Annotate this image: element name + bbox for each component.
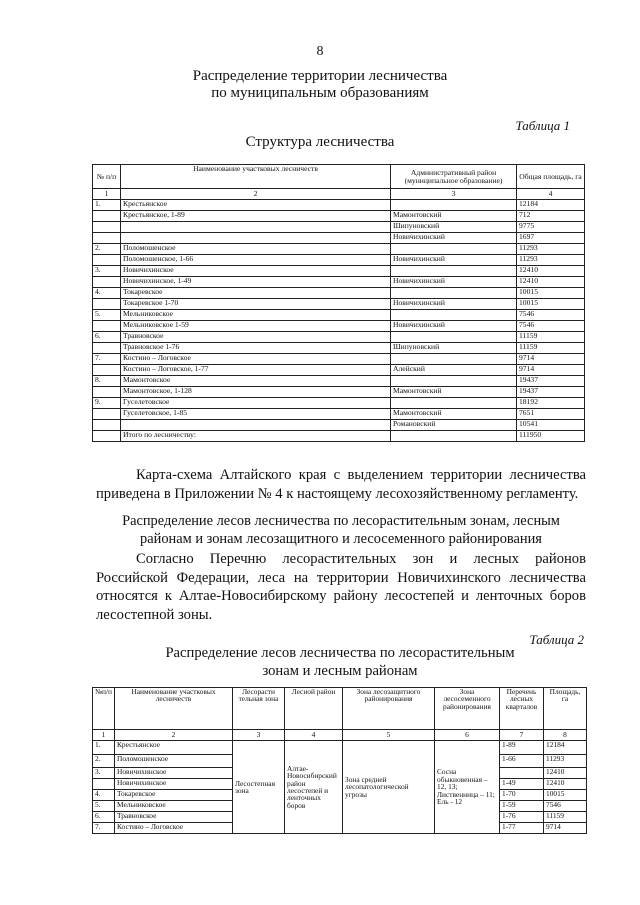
- row-area: 11159: [517, 332, 585, 343]
- col-header-number: №п/п: [93, 688, 115, 730]
- table-row: [93, 365, 585, 376]
- row-name: Травновское: [121, 332, 391, 343]
- district-cell: Алтае-Новосибирский район лесостепей и ленточных боров: [285, 741, 343, 834]
- row-area: 10015: [517, 288, 585, 299]
- col-number: 3: [391, 189, 517, 200]
- column-numbers-row: [93, 730, 587, 741]
- row-district: Новичихинский: [391, 277, 517, 288]
- row-district: [391, 288, 517, 299]
- protection-zone-cell: Зона средней лесопатологической угрозы: [343, 741, 435, 834]
- col-number: 3: [233, 730, 285, 741]
- row-area: 11293: [544, 755, 587, 768]
- row-quarters: 1-70: [500, 790, 544, 801]
- row-area: 7546: [544, 801, 587, 812]
- row-district: Шипуновский: [391, 343, 517, 354]
- row-number: [93, 420, 121, 431]
- row-number: [93, 431, 121, 442]
- row-number: [93, 365, 121, 376]
- table2-label: Таблица 2: [529, 632, 584, 647]
- page-heading: [0, 68, 640, 102]
- row-district: [391, 244, 517, 255]
- row-area: 7546: [517, 310, 585, 321]
- row-district: Мамонтовский: [391, 387, 517, 398]
- row-name: [121, 222, 391, 233]
- col-number: 8: [544, 730, 587, 741]
- row-district: [391, 354, 517, 365]
- row-number: 4.: [93, 288, 121, 299]
- row-area: 10541: [517, 420, 585, 431]
- column-numbers-row: [93, 189, 585, 200]
- row-number: [93, 222, 121, 233]
- row-name: Новичихинское: [121, 266, 391, 277]
- row-quarters: 1-66: [500, 755, 544, 768]
- row-area: 19437: [517, 376, 585, 387]
- row-quarters: 1-49: [500, 779, 544, 790]
- row-number: [93, 779, 115, 790]
- row-number: 2.: [93, 244, 121, 255]
- row-name: Травновское 1-76: [121, 343, 391, 354]
- col-number: 7: [500, 730, 544, 741]
- row-number: 1.: [93, 741, 115, 755]
- col-number: 1: [93, 189, 121, 200]
- row-number: 8.: [93, 376, 121, 387]
- table-row: [93, 741, 587, 755]
- row-number: 5.: [93, 801, 115, 812]
- row-area: 1697: [517, 233, 585, 244]
- row-area: 9714: [544, 823, 587, 834]
- row-district: Новичихинский: [391, 321, 517, 332]
- page-heading-line-1: Распределение территории лесничества: [192, 68, 448, 84]
- table-row: [93, 310, 585, 321]
- row-number: [93, 277, 121, 288]
- table2-title-line-2: зонам и лесным районам: [262, 663, 418, 679]
- row-number: 2.: [93, 755, 115, 768]
- table-row: [93, 387, 585, 398]
- row-quarters: [500, 768, 544, 779]
- row-quarters: 1-59: [500, 801, 544, 812]
- row-name: Костино – Логовское: [115, 823, 233, 834]
- seed-zone-cell: Сосна обыкновенная – 12, 13; Лиственница – 11; Ель - 12: [435, 741, 500, 834]
- row-area: 12184: [517, 200, 585, 211]
- row-number: [93, 233, 121, 244]
- col-number: 1: [93, 730, 115, 741]
- page-heading-line-2: по муниципальным образованиям: [211, 85, 429, 101]
- col-header-protection: Зона лесозащитного районирования: [343, 688, 435, 730]
- table-row: [93, 354, 585, 365]
- row-number: 5.: [93, 310, 121, 321]
- row-name: Костино – Логовское, 1-77: [121, 365, 391, 376]
- table-row: [93, 321, 585, 332]
- table-row: [93, 288, 585, 299]
- row-name: Крестьянское: [115, 741, 233, 755]
- row-district: Алейский: [391, 365, 517, 376]
- row-area: 12410: [517, 266, 585, 277]
- row-number: 3.: [93, 768, 115, 779]
- table-row: [93, 376, 585, 387]
- table-row: [93, 299, 585, 310]
- row-number: [93, 255, 121, 266]
- row-name: Мельниковское: [121, 310, 391, 321]
- col-header-number: № п/п: [93, 165, 121, 189]
- table-row: [93, 233, 585, 244]
- zones-heading: [96, 512, 586, 548]
- row-name: Итого по лесничеству:: [121, 431, 391, 442]
- row-number: [93, 211, 121, 222]
- row-area: 12410: [544, 768, 587, 779]
- structure-table-header: [93, 165, 585, 200]
- row-name: [121, 233, 391, 244]
- col-header-name: Наименование участковых лесничеств: [115, 688, 233, 730]
- row-area: 9714: [517, 354, 585, 365]
- col-header-zone: Лесорасти тельная зона: [233, 688, 285, 730]
- zones-table-header: [93, 688, 587, 741]
- col-number: 5: [343, 730, 435, 741]
- col-header-seed: Зона лесосеменного районирования: [435, 688, 500, 730]
- row-area: 12184: [544, 741, 587, 755]
- row-number: 1.: [93, 200, 121, 211]
- table1-title: Структура лесничества: [245, 134, 395, 150]
- row-name: Крестьянское: [121, 200, 391, 211]
- row-area: 10015: [517, 299, 585, 310]
- row-district: Шипуновский: [391, 222, 517, 233]
- row-number: 7.: [93, 823, 115, 834]
- row-name: Мамонтовское: [121, 376, 391, 387]
- col-number: 2: [115, 730, 233, 741]
- structure-table: [92, 164, 585, 442]
- row-number: [93, 409, 121, 420]
- row-district: Мамонтовский: [391, 409, 517, 420]
- col-number: 4: [517, 189, 585, 200]
- row-name: Крестьянское, 1-89: [121, 211, 391, 222]
- row-name: Гуселетовское, 1-85: [121, 409, 391, 420]
- row-area: 11293: [517, 255, 585, 266]
- row-area: 19437: [517, 387, 585, 398]
- table-row: [93, 420, 585, 431]
- row-number: [93, 387, 121, 398]
- row-area: 111950: [517, 431, 585, 442]
- row-area: 7651: [517, 409, 585, 420]
- table-row: [93, 343, 585, 354]
- row-district: [391, 398, 517, 409]
- row-name: Поломошенское: [115, 755, 233, 768]
- structure-table-body: [93, 200, 585, 442]
- row-name: Гуселетовское: [121, 398, 391, 409]
- row-area: 12410: [517, 277, 585, 288]
- row-district: [391, 266, 517, 277]
- table-row: [93, 431, 585, 442]
- table-row: [93, 409, 585, 420]
- row-district: Новичихинский: [391, 255, 517, 266]
- table-row: [93, 222, 585, 233]
- row-name: [121, 420, 391, 431]
- row-number: [93, 299, 121, 310]
- zones-table-body: [93, 741, 587, 834]
- col-header-district: Лесной район: [285, 688, 343, 730]
- table-row: [93, 211, 585, 222]
- row-number: 6.: [93, 812, 115, 823]
- zone-cell: Лесостепная зона: [233, 741, 285, 834]
- col-header-quarters: Перечень лесных кварталов: [500, 688, 544, 730]
- row-name: Поломошенское, 1-66: [121, 255, 391, 266]
- col-header-area: Общая площадь, га: [517, 165, 585, 189]
- row-name: Новичихинское: [115, 768, 233, 779]
- table-row: [93, 200, 585, 211]
- row-area: 11159: [544, 812, 587, 823]
- row-name: Токаревское: [121, 288, 391, 299]
- zones-heading-line-1: Распределение лесов лесничества по лесорастительным зонам, лесным: [122, 513, 560, 529]
- table2-title-line-1: Распределение лесов лесничества по лесорастительным: [165, 645, 515, 661]
- row-area: 7546: [517, 321, 585, 332]
- row-number: 7.: [93, 354, 121, 365]
- row-district: [391, 310, 517, 321]
- row-district: Новичихинский: [391, 299, 517, 310]
- row-district: [391, 376, 517, 387]
- row-name: Мамонтовское, 1-128: [121, 387, 391, 398]
- row-name: Костино – Логовское: [121, 354, 391, 365]
- row-district: [391, 431, 517, 442]
- row-district: Новичихинский: [391, 233, 517, 244]
- row-name: Травновское: [115, 812, 233, 823]
- row-area: 712: [517, 211, 585, 222]
- row-number: 4.: [93, 790, 115, 801]
- col-header-district: Административный район (муниципальное образование): [391, 165, 517, 189]
- table-row: [93, 277, 585, 288]
- row-name: Новичихинское: [115, 779, 233, 790]
- row-area: 11159: [517, 343, 585, 354]
- table-row: [93, 255, 585, 266]
- col-header-area: Площадь, га: [544, 688, 587, 730]
- zones-table: [92, 687, 587, 834]
- row-name: Мельниковское 1-59: [121, 321, 391, 332]
- table1-label: Таблица 1: [515, 118, 570, 133]
- row-name: Поломошенское: [121, 244, 391, 255]
- col-header-name: Наименование участковых лесничеств: [121, 165, 391, 189]
- row-quarters: 1-76: [500, 812, 544, 823]
- row-district: [391, 332, 517, 343]
- row-district: Мамонтовский: [391, 211, 517, 222]
- table-row: [93, 244, 585, 255]
- row-district: [391, 200, 517, 211]
- row-name: Токаревское: [115, 790, 233, 801]
- row-area: 12410: [544, 779, 587, 790]
- row-number: [93, 343, 121, 354]
- row-name: Токаревское 1-70: [121, 299, 391, 310]
- row-district: Романовский: [391, 420, 517, 431]
- col-number: 6: [435, 730, 500, 741]
- row-area: 9775: [517, 222, 585, 233]
- map-reference-paragraph: Карта-схема Алтайского края с выделением территории лесничества приведена в Приложении № 4 к настоящему лесохозяйственному регламенту.: [96, 467, 586, 502]
- table2-title: [90, 644, 590, 680]
- col-number: 4: [285, 730, 343, 741]
- row-area: 11293: [517, 244, 585, 255]
- page-number: 8: [316, 44, 324, 59]
- row-number: 6.: [93, 332, 121, 343]
- row-name: Новичихинское, 1-49: [121, 277, 391, 288]
- col-number: 2: [121, 189, 391, 200]
- row-area: 18192: [517, 398, 585, 409]
- row-quarters: 1-89: [500, 741, 544, 755]
- table-row: [93, 398, 585, 409]
- table-row: [93, 266, 585, 277]
- row-area: 9714: [517, 365, 585, 376]
- table-row: [93, 332, 585, 343]
- row-area: 10015: [544, 790, 587, 801]
- row-quarters: 1-77: [500, 823, 544, 834]
- row-number: [93, 321, 121, 332]
- zones-heading-line-2: районам и зонам лесозащитного и лесосеменного районирования: [140, 531, 542, 547]
- row-name: Мельниковское: [115, 801, 233, 812]
- row-number: 3.: [93, 266, 121, 277]
- forest-zone-paragraph: Согласно Перечню лесорастительных зон и лесных районов Российской Федерации, леса на территории Новичихинского лесничества относятся к Алтае-Новосибирскому району лесостепей и ленточных боров лесостепной зоны.: [96, 551, 586, 623]
- row-number: 9.: [93, 398, 121, 409]
